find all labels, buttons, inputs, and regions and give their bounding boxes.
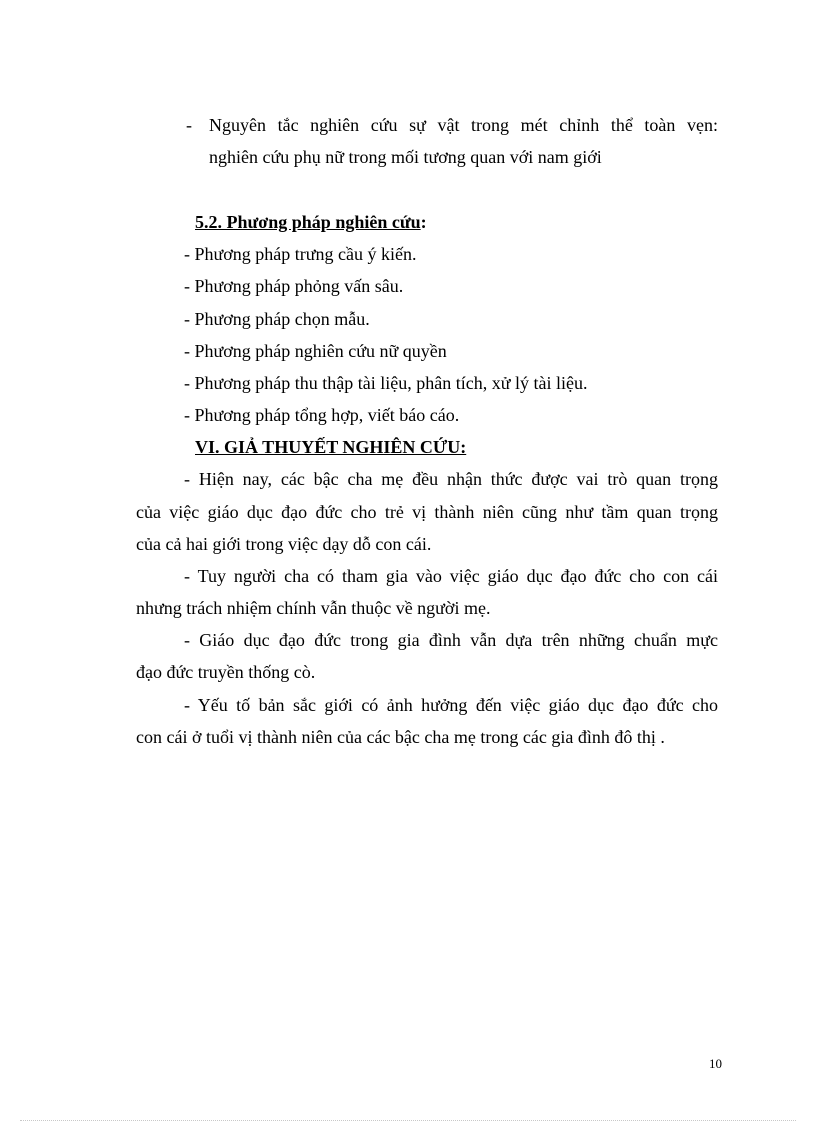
principle-bullet: - [186,115,192,135]
hypothesis-2-line-1: - Tuy người cha có tham gia vào việc giáo dục đạo đức cho con cái [184,566,718,586]
hypothesis-2-line-2: nhưng trách nhiệm chính vẫn thuộc về người mẹ. [136,598,491,618]
method-item: - Phương pháp tổng hợp, viết báo cáo. [184,405,460,425]
hypothesis-3-line-2: đạo đức truyền thống cò. [136,662,316,682]
hypothesis-1-line-3: của cả hai giới trong việc dạy dỗ con cái. [136,534,432,554]
page-number: 10 [709,1056,722,1071]
section-5-2-heading-text: 5.2. Phương pháp nghiên cứu [195,212,421,232]
section-6-heading: VI. GIẢ THUYẾT NGHIÊN CỨU: [195,437,467,457]
section-5-2-heading-colon: : [420,212,427,232]
hypothesis-3-line-1: - Giáo dục đạo đức trong gia đình vẫn dựa trên những chuẩn mực [184,630,718,650]
principle-line-1: Nguyên tắc nghiên cứu sự vật trong mét chỉnh thể toàn vẹn: [209,115,718,135]
method-item: - Phương pháp thu thập tài liệu, phân tích, xử lý tài liệu. [184,373,588,393]
method-item: - Phương pháp chọn mẫu. [184,309,370,329]
method-item: - Phương pháp nghiên cứu nữ quyền [184,341,447,361]
method-item: - Phương pháp trưng cầu ý kiến. [184,244,417,264]
page-bottom-divider [20,1120,796,1121]
hypothesis-1-line-1: - Hiện nay, các bậc cha mẹ đều nhận thức được vai trò quan trọng [184,469,718,489]
method-item: - Phương pháp phỏng vấn sâu. [184,276,404,296]
principle-line-2: nghiên cứu phụ nữ trong mối tương quan với nam giới [209,147,602,167]
hypothesis-1-line-2: của việc giáo dục đạo đức cho trẻ vị thành niên cũng như tầm quan trọng [136,502,718,522]
section-5-2-heading [195,211,427,233]
hypothesis-4-line-2: con cái ở tuổi vị thành niên của các bậc cha mẹ trong các gia đình đô thị . [136,727,665,747]
hypothesis-4-line-1: - Yếu tố bản sắc giới có ảnh hưởng đến việc giáo dục đạo đức cho [184,695,718,715]
